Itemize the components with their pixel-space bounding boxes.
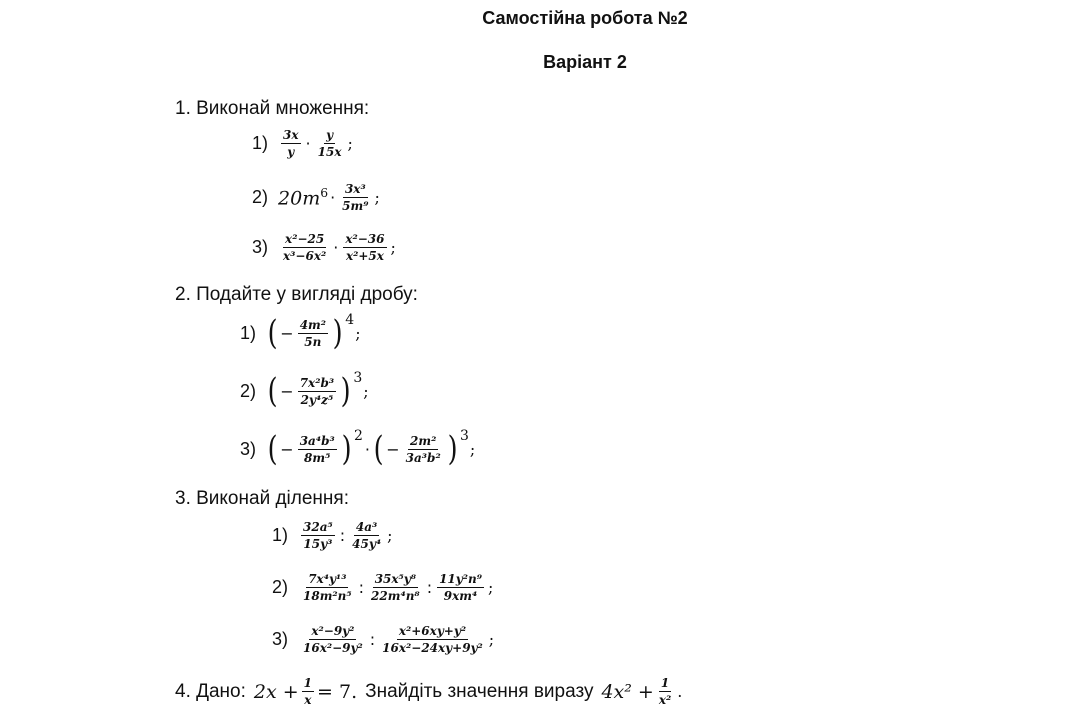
- fraction: $\frac{1}{x}$: [303, 676, 313, 707]
- operator: ·: [305, 134, 311, 153]
- fraction: $\frac{1}{\text{x²}}$: [658, 676, 672, 707]
- item-number: 2): [240, 380, 257, 401]
- fraction: $\frac{\text{3a⁴b³}}{\text{8m⁵}}$: [299, 433, 335, 465]
- punctuation: ;: [488, 578, 494, 597]
- operator: ·: [330, 188, 336, 207]
- task-4-text: Знайдіть значення виразу: [365, 680, 594, 702]
- task-3-item-3: [272, 624, 494, 655]
- task-1-heading: 1. Виконай множення:: [175, 98, 370, 119]
- task-1-item-2: [252, 182, 380, 213]
- fraction: $\frac{\text{x²−25}}{\text{x³−6x²}}$: [283, 232, 327, 263]
- left-parenthesis: (: [267, 313, 278, 353]
- task-3-item-2: [272, 572, 493, 603]
- fraction: $\frac{\text{2m²}}{\text{3a³b²}}$: [405, 433, 441, 465]
- item-number: 1): [252, 133, 269, 153]
- punctuation: ;: [488, 630, 495, 649]
- fraction: $\frac{\text{11y²n⁹}}{\text{9xm⁴}}$: [439, 572, 482, 603]
- item-number: 3): [272, 629, 289, 649]
- punctuation: ;: [363, 381, 369, 401]
- minus-sign: −: [280, 323, 294, 343]
- left-parenthesis: (: [373, 429, 384, 469]
- fraction: $\frac{y}{15x}$: [317, 128, 342, 159]
- punctuation: ;: [387, 526, 393, 545]
- fraction: $\frac{3x}{y}$: [283, 128, 299, 159]
- operator: :: [426, 578, 433, 597]
- left-parenthesis: (: [267, 371, 278, 411]
- punctuation: ;: [355, 323, 361, 343]
- item-number: 2): [272, 577, 289, 597]
- page-subtitle: Варіант 2: [543, 52, 627, 72]
- fraction: $\frac{\text{35x⁵y⁸}}{\text{22m⁴n⁸}}$: [371, 572, 420, 603]
- punctuation: .: [677, 682, 683, 701]
- task-4-heading: 4. Дано:: [175, 680, 246, 702]
- operator: ·: [364, 439, 370, 459]
- right-parenthesis: ): [447, 429, 458, 469]
- right-parenthesis: ): [332, 313, 343, 353]
- fraction: $\frac{\text{7x²b³}}{\text{2y⁴z⁵}}$: [299, 375, 335, 407]
- task-1-item-1: [252, 128, 353, 159]
- fraction: $\frac{\text{4m²}}{5n}$: [299, 317, 326, 349]
- left-parenthesis: (: [267, 429, 278, 469]
- expression: 2x +: [253, 680, 299, 703]
- task-4: [175, 676, 682, 707]
- exponent: 2: [353, 428, 363, 444]
- right-parenthesis: ): [341, 429, 352, 469]
- operator: :: [339, 526, 346, 545]
- right-parenthesis: ): [340, 371, 351, 411]
- fraction: $\frac{\text{4a³}}{\text{45y⁴}}$: [352, 520, 382, 551]
- task-3-item-1: [272, 520, 392, 551]
- task-3-heading: 3. Виконай ділення:: [175, 488, 349, 509]
- term: $20m^6$: [278, 185, 329, 210]
- task-2-item-1: [240, 312, 361, 353]
- exponent: 3: [459, 428, 469, 444]
- minus-sign: −: [280, 381, 294, 401]
- fraction: $\frac{\text{x²−36}}{\text{x²+5x}}$: [345, 232, 385, 263]
- punctuation: ;: [469, 439, 476, 459]
- exponent: 4: [345, 312, 355, 328]
- fraction: $\frac{\text{7x⁴y¹³}}{\text{18m²n⁵}}$: [303, 572, 352, 603]
- minus-sign: −: [280, 439, 294, 459]
- operator: ·: [333, 238, 339, 257]
- item-number: 3): [240, 438, 257, 459]
- fraction: $\frac{\text{3x³}}{\text{5m⁹}}$: [342, 182, 369, 213]
- expression: = 7.: [317, 680, 358, 703]
- fraction: $\frac{\text{32a⁵}}{\text{15y³}}$: [303, 520, 333, 551]
- item-number: 1): [240, 322, 257, 343]
- operator: :: [358, 578, 365, 597]
- page-title: Самостійна робота №2: [482, 8, 688, 28]
- punctuation: ;: [347, 134, 353, 153]
- item-number: 1): [272, 525, 289, 545]
- task-2-item-3: [240, 428, 476, 469]
- task-2-heading: 2. Подайте у вигляді дробу:: [175, 284, 418, 305]
- punctuation: ;: [374, 188, 380, 207]
- fraction: $\frac{\text{x²+6xy+y²}}{\text{16x²−24xy+9y²}}$: [382, 624, 483, 655]
- minus-sign: −: [386, 439, 400, 459]
- item-number: 3): [252, 237, 269, 257]
- expression: 4x² +: [601, 680, 654, 703]
- item-number: 2): [252, 187, 269, 207]
- task-2-item-2: [240, 370, 369, 411]
- operator: :: [369, 630, 376, 649]
- task-1-item-3: [252, 232, 396, 263]
- fraction: $\frac{\text{x²−9y²}}{\text{16x²−9y²}}$: [303, 624, 363, 655]
- punctuation: ;: [390, 238, 396, 257]
- exponent: 3: [353, 370, 363, 386]
